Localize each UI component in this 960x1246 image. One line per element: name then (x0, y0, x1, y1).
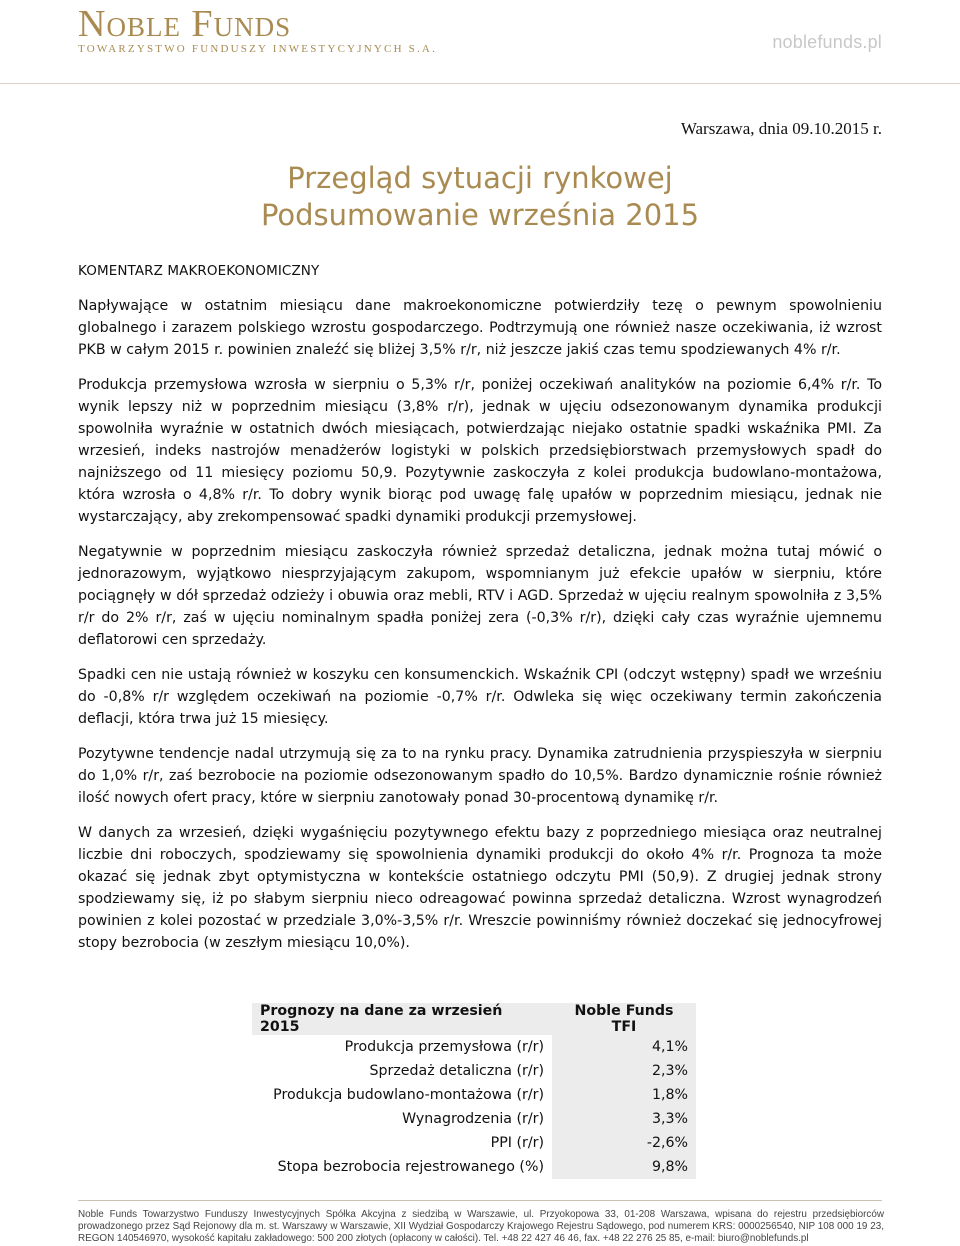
row-label: PPI (r/r) (490, 1135, 544, 1151)
logo-wordmark: Noble Funds (78, 3, 292, 45)
row-label: Sprzedaż detaliczna (r/r) (369, 1063, 544, 1079)
row-value: 3,3% (552, 1107, 696, 1131)
row-label: Produkcja przemysłowa (r/r) (344, 1039, 544, 1055)
page-title: Przegląd sytuacji rynkowej (287, 161, 673, 195)
paragraph: Spadki cen nie ustają również w koszyku cen konsumenckich. Wskaźnik CPI (odczyt wstępny) spadł we wrześniu do -0,8% r/r względem oczekiwań na poziomie -0,7% r/r. Odwleka się więc oczekiwany termin zakończenia deflacji, która trwa już 15 miesięcy. (78, 667, 882, 727)
footer-divider (78, 1200, 882, 1201)
table-row (252, 1131, 696, 1155)
table-row (252, 1155, 696, 1179)
place-date: Warszawa, dnia 09.10.2015 r. (680, 119, 882, 138)
row-value: 9,8% (552, 1155, 696, 1179)
row-label: Wynagrodzenia (r/r) (402, 1111, 544, 1127)
row-value: 2,3% (552, 1059, 696, 1083)
footer-legal-text: Noble Funds Towarzystwo Funduszy Inwestycyjnych Spółka Akcyjna z siedzibą w Warszawie, ul. Przyokopowa 33, 01-208 Warszawa, wpisana do rejestru przedsiębiorców prowadzonego przez Sąd Rejonowy dla m. st. Warszawy w Warszawie, XII Wydział Gospodarczy Krajowego Rejestru Sądowego, pod numerem KRS: 0000256540, NIP 108 000 19 23, REGON 140546970, wysokość kapitału zakładowego: 500 200 złotych (opłacony w całości). Tel. +48 22 427 46 46, fax. +48 22 276 25 85, e-mail: biuro@noblefunds.pl (78, 1209, 884, 1245)
forecast-table (252, 1003, 696, 1179)
row-value: -2,6% (552, 1131, 696, 1155)
table-row (252, 1035, 696, 1059)
commentary-body (78, 295, 882, 967)
page-subtitle: Podsumowanie września 2015 (260, 198, 700, 232)
table-header-row (252, 1003, 696, 1035)
header-divider (0, 83, 960, 84)
table-row (252, 1083, 696, 1107)
row-value: 1,8% (552, 1083, 696, 1107)
section-label: KOMENTARZ MAKROEKONOMICZNY (78, 263, 320, 279)
table-row (252, 1059, 696, 1083)
table-row (252, 1107, 696, 1131)
website-link[interactable]: noblefunds.pl (772, 32, 882, 52)
paragraph: Pozytywne tendencje nadal utrzymują się za to na rynku pracy. Dynamika zatrudnienia przyspieszyła w sierpniu do 1,0% r/r, zaś bezrobocie na poziomie odsezonowanym spadło do 10,5%. Bardzo dynamicznie rośnie również ilość nowych ofert pracy, które w sierpniu zanotowały ponad 30-procentową dynamikę r/r. (78, 746, 882, 806)
paragraph: Negatywnie w poprzednim miesiącu zaskoczyła również sprzedaż detaliczna, jednak można tutaj mówić o jednorazowym, wyjątkowo niesprzyjającym zakupom, wspomnianym już efekcie upałów w sierpniu, które pociągnęły w dół sprzedaż odzieży i obuwia oraz mebli, RTV i AGD. Sprzedaż w ujęciu realnym spowolniła z 3,5% r/r do 2% r/r, zaś w ujęciu nominalnym spadła poniżej zera (-0,3% r/r), dzięki cały czas wyraźnie ujemnemu deflatorowi cen sprzedaży. (78, 544, 882, 648)
table-header-label: Prognozy na dane za wrzesień 2015 (252, 1003, 552, 1035)
row-label: Stopa bezrobocia rejestrowanego (%) (277, 1159, 544, 1175)
company-logo (78, 3, 438, 55)
row-value: 4,1% (552, 1035, 696, 1059)
logo-subtitle: TOWARZYSTWO FUNDUSZY INWESTYCYJNYCH S.A. (78, 43, 438, 55)
paragraph: Napływające w ostatnim miesiącu dane makroekonomiczne potwierdziły tezę o pewnym spowolnieniu globalnego i zarazem polskiego wzrostu gospodarczego. Podtrzymują one również nasze oczekiwania, iż wzrost PKB w całym 2015 r. powinien znaleźć się bliżej 3,5% r/r, niż jeszcze jakiś czas temu spodziewanych 4% r/r. (78, 298, 882, 358)
row-label: Produkcja budowlano-montażowa (r/r) (273, 1087, 544, 1103)
paragraph: Produkcja przemysłowa wzrosła w sierpniu o 5,3% r/r, poniżej oczekiwań analityków na poziomie 6,4% r/r. To wynik lepszy niż w poprzednim miesiącu (3,8% r/r), jednak w ujęciu odsezonowanym dynamika produkcji spowolniła wyraźnie w ostatnich dwóch miesiącach, potwierdzając niejako ostatnie spadki wskaźnika PMI. Za wrzesień, indeks nastrojów menadżerów logistyki w polskich przedsiębiorstwach przemysłowych spadł do najniższego od 11 miesięcy poziomu 50,9. Pozytywnie zaskoczyła z kolei produkcja budowlano-montażowa, która wzrosła o 4,8% r/r. To dobry wynik biorąc pod uwagę falę upałów w poprzednim miesiącu, jednak nie wystarczający, aby zrekompensować spadki dynamiki produkcji przemysłowej. (78, 377, 882, 525)
table-header-value: Noble Funds TFI (552, 1003, 696, 1035)
paragraph: W danych za wrzesień, dzięki wygaśnięciu pozytywnego efektu bazy z poprzedniego miesiąca oraz neutralnej liczbie dni roboczych, spodziewamy się spowolnienia dynamiki produkcji do około 4% r/r. Prognoza ta może okazać się jednak zbyt optymistyczna w kontekście ostatniego odczytu PMI (50,9). Z drugiej jednak strony spodziewamy się, iż po słabym sierpniu nieco odreagować powinna sprzedaż detaliczna. Wzrost wynagrodzeń powinien z kolei pozostać w przedziale 3,0%-3,5% r/r. Wreszcie powinniśmy również doczekać się jednocyfrowej stopy bezrobocia (w zeszłym miesiącu 10,0%). (78, 825, 882, 951)
